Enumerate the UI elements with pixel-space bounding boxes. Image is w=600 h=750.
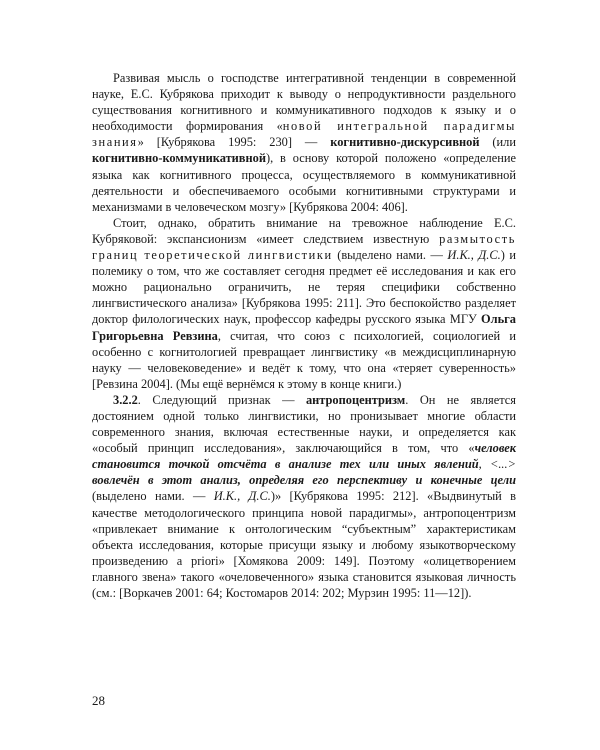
bold-italic-quote: человек становится точкой отсчёта в анализе тех или иных явлений xyxy=(92,441,516,472)
bold-name: Ольга Григорьевна Ревзина xyxy=(92,312,516,343)
bold-term: когнитивно-коммуникативной xyxy=(92,151,266,166)
text-run: . Следующий признак — xyxy=(137,392,306,407)
text-run: ) и полемику о том, что же составляет сегодня предмет её исследования и как его можно рационально ограничить, не теряя специфики собственно лингвистического анализа» [Кубрякова 1995: 211]. Это беспокойство разделяет доктор филологических наук, профессор кафедры русского языка МГУ xyxy=(92,248,516,327)
bold-italic-quote: вовлечён в этот анализ, определяя его перспективу и конечные xyxy=(92,473,491,488)
section-number: 3.2.2 xyxy=(113,392,138,407)
paragraph-integration xyxy=(92,70,516,215)
bold-term: антропоцентризм xyxy=(305,392,406,407)
text-run: (выделено нами. — xyxy=(332,248,448,263)
text-run: )» [Кубрякова 1995: 212]. «Выдвинутый в качестве методологического принципа новой парадигмы», антропоцентризм «привлекает внимание к онтологическим “субъектным” характеристикам объекта исследования, которые присущи языку и любому языкотворческому произведению a priori» [Хомякова 2009: 149]. Поэтому «олицетворением главного звена» такого «очеловеченного» языка становится языковая личность (см.: [Воркачев 2001: 64; Костомаров 2014: 202; Мурзин 1995: 11—12]). xyxy=(92,489,516,600)
text-run: (или xyxy=(479,135,516,150)
page-number: 28 xyxy=(92,693,105,708)
spaced-term: новой интегральной парадигмы знания xyxy=(92,119,516,150)
author-initials: И.К., Д.С. xyxy=(447,248,501,263)
text-run: ), в основу которой положено «определение языка как когнитивного процесса, осуществляемого в коммуникативной деятельности и обеспечиваемого особыми когнитивными структурами и механизмами в человеческом мозгу» [Кубрякова 2004: 406]. xyxy=(92,151,516,214)
text-run: Стоит, однако, обратить внимание на тревожное наблюдение Е.С. Кубряковой: экспансионизм «имеет следствием известную xyxy=(92,215,516,246)
page-body xyxy=(92,70,516,601)
text-run: , считая, что союз с психологией, социологией и особенно с когнитологией превращает лингвистику «в междисциплинарную науку — человековедение» и ведёт к тому, что она «теряет суверенность» [Ревзина 2004]. (Мы ещё вернёмся к этому в конце книги.) xyxy=(92,328,516,391)
text-run: » [Кубрякова 1995: 230] — xyxy=(137,135,331,150)
author-initials: И.К., Д.С. xyxy=(213,489,271,504)
bold-italic-quote: цели xyxy=(490,473,516,488)
spaced-term: размытость границ теоретической лингвистики xyxy=(92,231,516,263)
text-run: , <...> xyxy=(478,457,516,472)
text-run: . Он не является достоянием одной только лингвистики, но пронизывает многие области современного знания, включая естественные науки, и определяется как «особый принцип исследования», заключающийся в том, что « xyxy=(92,392,516,456)
bold-term: когнитивно-дискурсивной xyxy=(330,135,480,150)
text-run: Развивая мысль о господстве интегративной тенденции в современной науке, Е.С. Кубрякова приходит к выводу о непродуктивности раздельного существования когнитивного и коммуникативного подходов к языку и о необходимости формирования « xyxy=(92,71,516,134)
paragraph-anthropocentrism xyxy=(92,392,516,601)
text-run: (выделено нами. — xyxy=(92,489,214,504)
paragraph-expansionism xyxy=(92,215,516,392)
